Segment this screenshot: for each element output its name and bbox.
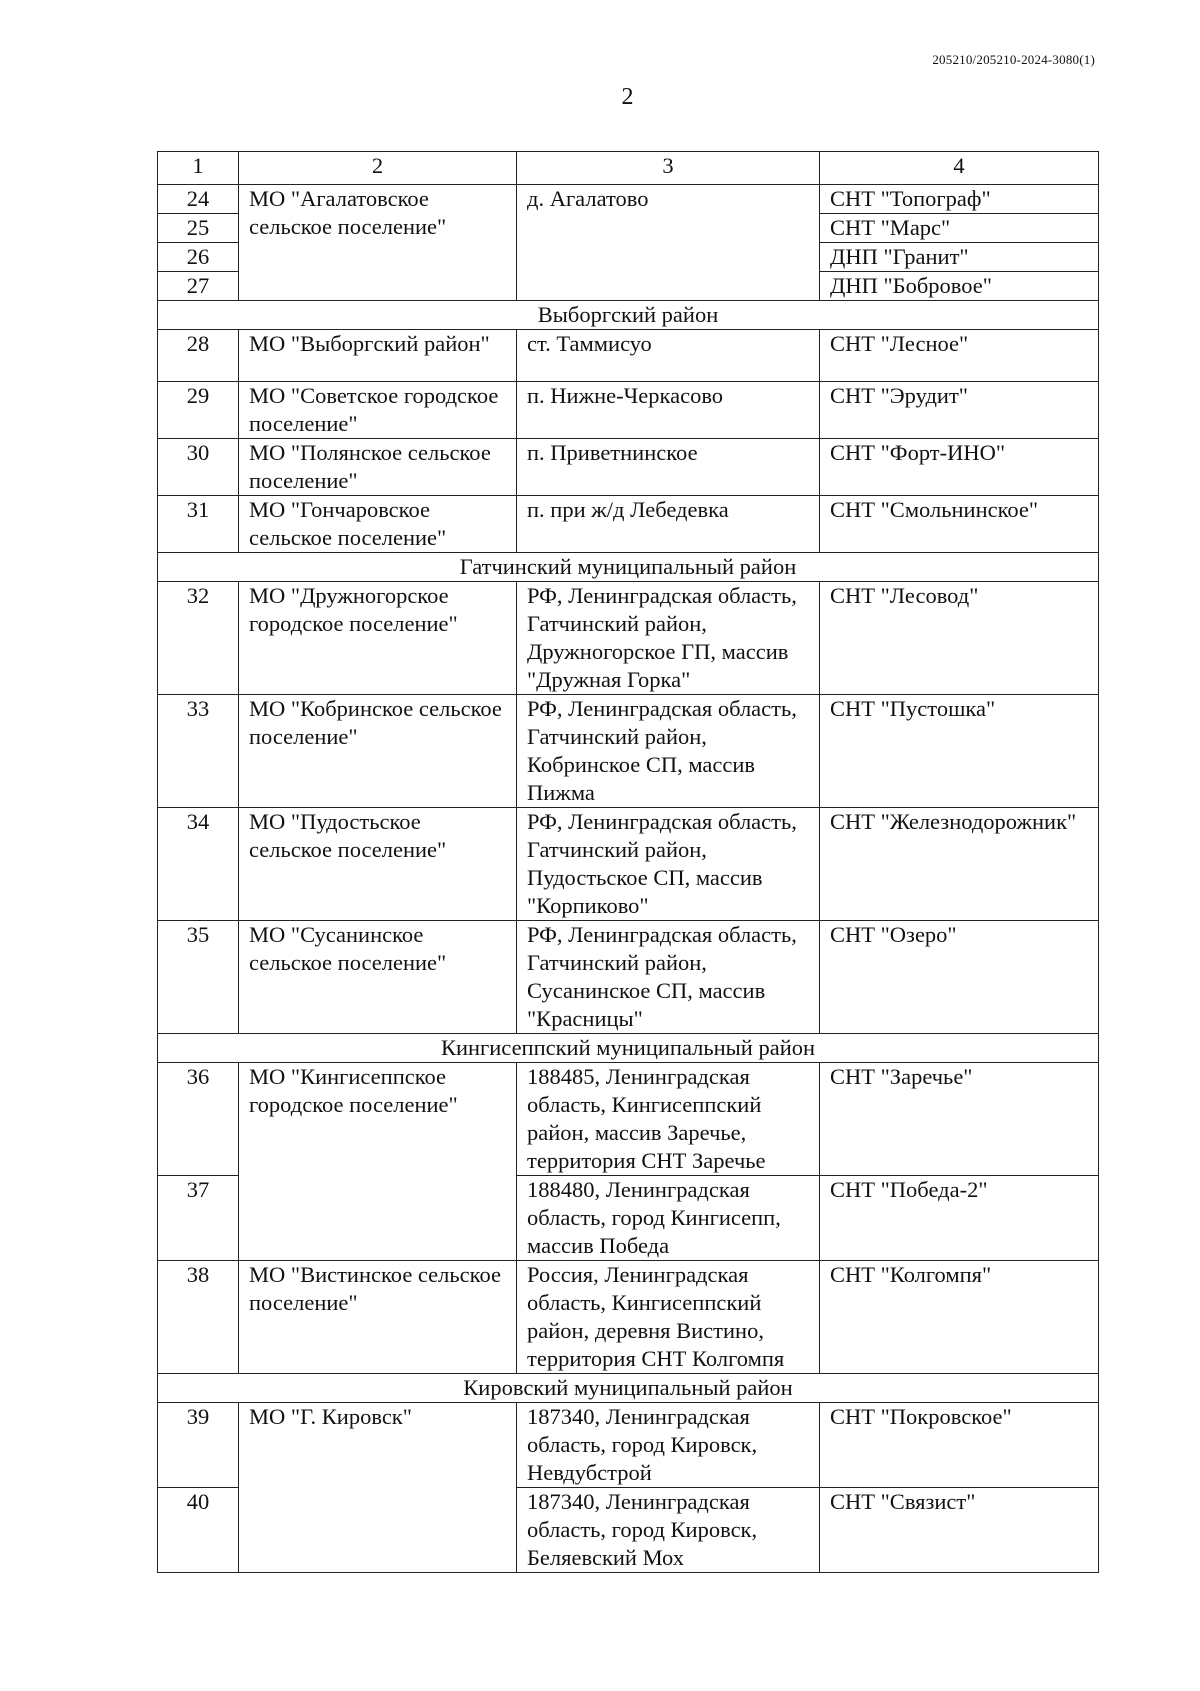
municipality-cell: МО "Пудостьское сельское поселение" <box>239 808 517 921</box>
table-body <box>158 152 1099 1573</box>
location-cell: РФ, Ленинградская область, Гатчинский район, Пудостьское СП, массив "Корпиково" <box>517 808 820 921</box>
location-cell: 188480, Ленинградская область, город Кингисепп, массив Победа <box>517 1176 820 1261</box>
location-cell: РФ, Ленинградская область, Гатчинский район, Дружногорское ГП, массив "Дружная Горка" <box>517 582 820 695</box>
table-header-row <box>158 152 1099 185</box>
column-header-1: 1 <box>158 152 239 185</box>
snt-name-cell: СНТ "Марс" <box>820 214 1099 243</box>
location-cell: ст. Таммисуо <box>517 330 820 382</box>
table-row <box>158 695 1099 808</box>
municipality-cell: МО "Кингисеппское городское поселение" <box>239 1063 517 1261</box>
district-row <box>158 1034 1099 1063</box>
snt-name-cell: СНТ "Озеро" <box>820 921 1099 1034</box>
snt-name-cell: СНТ "Пустошка" <box>820 695 1099 808</box>
table-row <box>158 921 1099 1034</box>
table-row <box>158 1261 1099 1374</box>
location-cell: п. Нижне-Черкасово <box>517 382 820 439</box>
column-header-4: 4 <box>820 152 1099 185</box>
municipality-cell: МО "Полянское сельское поселение" <box>239 439 517 496</box>
municipality-cell: МО "Кобринское сельское поселение" <box>239 695 517 808</box>
district-name: Кировский муниципальный район <box>158 1374 1099 1403</box>
location-cell: п. при ж/д Лебедевка <box>517 496 820 553</box>
municipality-cell: МО "Советское городское поселение" <box>239 382 517 439</box>
snt-name-cell: СНТ "Лесное" <box>820 330 1099 382</box>
district-name: Выборгский район <box>158 301 1099 330</box>
municipality-cell: МО "Сусанинское сельское поселение" <box>239 921 517 1034</box>
snt-name-cell: СНТ "Покровское" <box>820 1403 1099 1488</box>
row-number: 33 <box>158 695 239 808</box>
snt-name-cell: СНТ "Эрудит" <box>820 382 1099 439</box>
row-number: 30 <box>158 439 239 496</box>
row-number: 37 <box>158 1176 239 1261</box>
district-row <box>158 301 1099 330</box>
district-name: Гатчинский муниципальный район <box>158 553 1099 582</box>
municipality-cell: МО "Вистинское сельское поселение" <box>239 1261 517 1374</box>
location-cell: д. Агалатово <box>517 185 820 301</box>
column-header-3: 3 <box>517 152 820 185</box>
location-cell: 188485, Ленинградская область, Кингисеппский район, массив Заречье, территория СНТ Заречье <box>517 1063 820 1176</box>
table-row <box>158 496 1099 553</box>
row-number: 28 <box>158 330 239 382</box>
row-number: 27 <box>158 272 239 301</box>
row-number: 31 <box>158 496 239 553</box>
municipality-cell: МО "Выборгский район" <box>239 330 517 382</box>
document-reference-number: 205210/205210-2024-3080(1) <box>932 52 1095 67</box>
row-number: 26 <box>158 243 239 272</box>
snt-name-cell: ДНП "Бобровое" <box>820 272 1099 301</box>
snt-name-cell: СНТ "Колгомпя" <box>820 1261 1099 1374</box>
row-number: 34 <box>158 808 239 921</box>
table-row <box>158 582 1099 695</box>
location-cell: п. Приветнинское <box>517 439 820 496</box>
table-row <box>158 185 1099 214</box>
snt-name-cell: СНТ "Форт-ИНО" <box>820 439 1099 496</box>
row-number: 39 <box>158 1403 239 1488</box>
location-cell: РФ, Ленинградская область, Гатчинский район, Сусанинское СП, массив "Красницы" <box>517 921 820 1034</box>
page-number: 2 <box>621 84 634 110</box>
snt-name-cell: СНТ "Смольнинское" <box>820 496 1099 553</box>
district-row <box>158 553 1099 582</box>
location-cell: 187340, Ленинградская область, город Кировск, Невдубстрой <box>517 1403 820 1488</box>
table-row <box>158 439 1099 496</box>
table-row <box>158 382 1099 439</box>
location-cell: 187340, Ленинградская область, город Кировск, Беляевский Мох <box>517 1488 820 1573</box>
municipality-cell: МО "Агалатовское сельское поселение" <box>239 185 517 301</box>
snt-name-cell: ДНП "Гранит" <box>820 243 1099 272</box>
table-row <box>158 1063 1099 1176</box>
row-number: 25 <box>158 214 239 243</box>
municipality-cell: МО "Гончаровское сельское поселение" <box>239 496 517 553</box>
snt-name-cell: СНТ "Лесовод" <box>820 582 1099 695</box>
district-row <box>158 1374 1099 1403</box>
row-number: 35 <box>158 921 239 1034</box>
table-row <box>158 1403 1099 1488</box>
row-number: 36 <box>158 1063 239 1176</box>
location-cell: РФ, Ленинградская область, Гатчинский район, Кобринское СП, массив Пижма <box>517 695 820 808</box>
table-row <box>158 808 1099 921</box>
table-row <box>158 330 1099 382</box>
row-number: 24 <box>158 185 239 214</box>
location-cell: Россия, Ленинградская область, Кингисеппский район, деревня Вистино, территория СНТ Колгомпя <box>517 1261 820 1374</box>
snt-name-cell: СНТ "Железнодорожник" <box>820 808 1099 921</box>
snt-name-cell: СНТ "Победа-2" <box>820 1176 1099 1261</box>
row-number: 29 <box>158 382 239 439</box>
snt-name-cell: СНТ "Топограф" <box>820 185 1099 214</box>
row-number: 40 <box>158 1488 239 1573</box>
settlements-table <box>157 151 1099 1573</box>
district-name: Кингисеппский муниципальный район <box>158 1034 1099 1063</box>
row-number: 32 <box>158 582 239 695</box>
municipality-cell: МО "Г. Кировск" <box>239 1403 517 1573</box>
municipality-cell: МО "Дружногорское городское поселение" <box>239 582 517 695</box>
row-number: 38 <box>158 1261 239 1374</box>
snt-name-cell: СНТ "Заречье" <box>820 1063 1099 1176</box>
snt-name-cell: СНТ "Связист" <box>820 1488 1099 1573</box>
column-header-2: 2 <box>239 152 517 185</box>
